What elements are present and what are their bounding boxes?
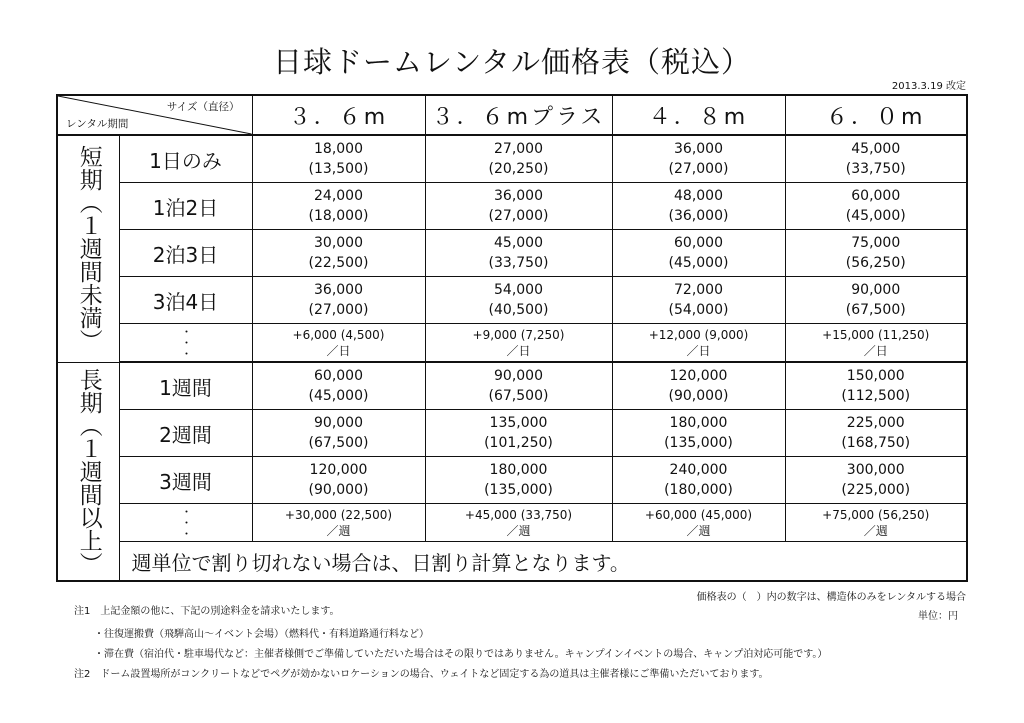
header-row: [57, 95, 967, 135]
long-row-1: [57, 362, 967, 410]
price-cell: 72,000 (54,000): [612, 277, 785, 324]
price-cell: 45,000 (33,750): [425, 230, 612, 277]
price-cell: 60,000 (45,000): [252, 362, 425, 410]
period-cell: 3週間: [119, 457, 252, 504]
size-axis-label: サイズ（直径）: [166, 101, 240, 113]
additional-price-cell: +45,000 (33,750) ／週: [425, 504, 612, 542]
period-cell: 1日のみ: [119, 135, 252, 183]
weekly-note-row: [57, 542, 967, 582]
price-cell: 60,000 (45,000): [612, 230, 785, 277]
short-row-2: [57, 183, 967, 230]
price-cell: 18,000 (13,500): [252, 135, 425, 183]
short-row-1: [57, 135, 967, 183]
price-cell: 36,000 (27,000): [612, 135, 785, 183]
price-cell: 180,000 (135,000): [425, 457, 612, 504]
period-cell: 2週間: [119, 410, 252, 457]
price-cell: 180,000 (135,000): [612, 410, 785, 457]
additional-price-cell: +9,000 (7,250) ／日: [425, 324, 612, 363]
period-axis-label: レンタル期間: [66, 118, 129, 130]
page-title: 日球ドームレンタル価格表（税込）: [272, 45, 752, 79]
size-header-1: ３．６m: [252, 95, 425, 135]
size-header-4: ６．０m: [785, 95, 967, 135]
size-header-3: ４．８m: [612, 95, 785, 135]
price-cell: 120,000 (90,000): [612, 362, 785, 410]
price-cell: 90,000 (67,500): [425, 362, 612, 410]
price-cell: 240,000 (180,000): [612, 457, 785, 504]
unit-label: 単位：円: [918, 611, 958, 622]
header-corner-cell: [57, 95, 252, 135]
price-cell: 30,000 (22,500): [252, 230, 425, 277]
price-cell: 135,000 (101,250): [425, 410, 612, 457]
period-cell: 3泊4日: [119, 277, 252, 324]
note-1-stay: ・滞在費（宿泊代・駐車場代など：主催者様側でご準備していただいた場合はその限りではありません。キャンプインイベントの場合、キャンプ泊対応可能です。）: [94, 649, 828, 660]
price-cell: 150,000 (112,500): [785, 362, 967, 410]
price-table: [56, 94, 968, 582]
long-additional-row: [57, 504, 967, 542]
period-cell: 1週間: [119, 362, 252, 410]
additional-price-cell: +12,000 (9,000) ／日: [612, 324, 785, 363]
size-header-2: ３．６mプラス: [425, 95, 612, 135]
price-cell: 54,000 (40,500): [425, 277, 612, 324]
long-row-2: [57, 410, 967, 457]
price-cell: 90,000 (67,500): [252, 410, 425, 457]
price-cell: 36,000 (27,000): [425, 183, 612, 230]
ellipsis-dots: ・・・: [119, 504, 252, 542]
additional-price-cell: +60,000 (45,000) ／週: [612, 504, 785, 542]
short-term-group-label: 短期（１週間未満）: [57, 135, 119, 362]
price-cell: 45,000 (33,750): [785, 135, 967, 183]
price-cell: 27,000 (20,250): [425, 135, 612, 183]
revision-date: 2013.3.19 改定: [891, 81, 966, 92]
price-cell: 120,000 (90,000): [252, 457, 425, 504]
price-cell: 36,000 (27,000): [252, 277, 425, 324]
short-additional-row: [57, 324, 967, 363]
price-cell: 48,000 (36,000): [612, 183, 785, 230]
price-cell: 300,000 (225,000): [785, 457, 967, 504]
long-term-group-label: 長期（１週間以上）: [57, 362, 119, 581]
period-cell: 2泊3日: [119, 230, 252, 277]
long-row-3: [57, 457, 967, 504]
short-row-3: [57, 230, 967, 277]
period-cell: 1泊2日: [119, 183, 252, 230]
price-cell: 60,000 (45,000): [785, 183, 967, 230]
additional-price-cell: +75,000 (56,250) ／週: [785, 504, 967, 542]
additional-price-cell: +30,000 (22,500) ／週: [252, 504, 425, 542]
price-cell: 225,000 (168,750): [785, 410, 967, 457]
short-row-4: [57, 277, 967, 324]
ellipsis-dots: ・・・: [119, 324, 252, 363]
weekly-note: 週単位で割り切れない場合は、日割り計算となります。: [119, 542, 967, 582]
price-cell: 75,000 (56,250): [785, 230, 967, 277]
additional-price-cell: +15,000 (11,250) ／日: [785, 324, 967, 363]
paren-note: 価格表の（ ）内の数字は、構造体のみをレンタルする場合: [696, 592, 966, 603]
note-2: 注2 ドーム設置場所がコンクリートなどでペグが効かないロケーションの場合、ウェイトなど固定する為の道具は主催者様にご準備いただいております。: [74, 669, 769, 680]
note-1: 注1 上記金額の他に、下記の別途料金を請求いたします。: [74, 606, 340, 617]
additional-price-cell: +6,000 (4,500) ／日: [252, 324, 425, 363]
price-cell: 24,000 (18,000): [252, 183, 425, 230]
note-1-transport: ・往復運搬費（飛騨高山～イベント会場）（燃料代・有料道路通行料など）: [94, 629, 429, 640]
price-cell: 90,000 (67,500): [785, 277, 967, 324]
